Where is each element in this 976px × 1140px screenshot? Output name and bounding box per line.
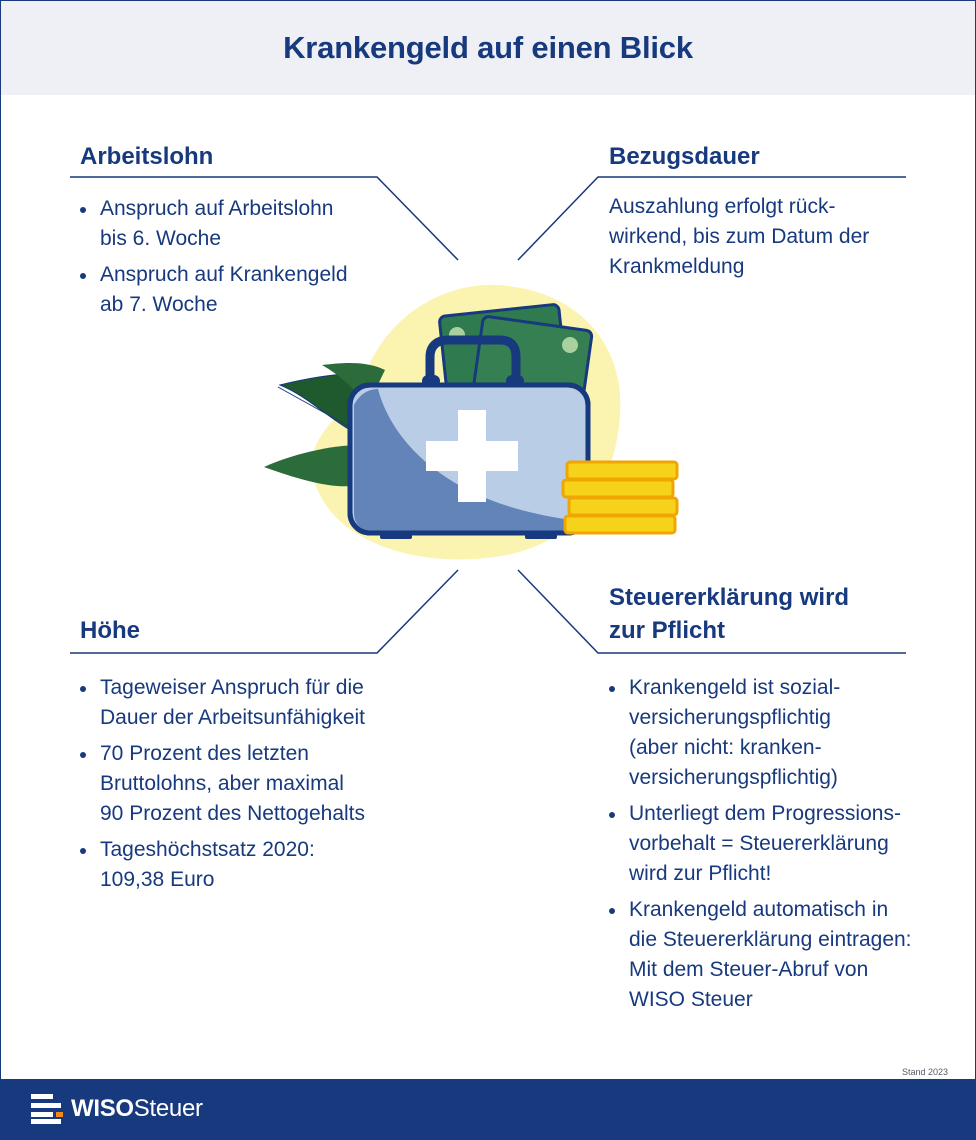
list-steuer [599,673,949,1021]
section-title-hoehe: Höhe [80,617,140,644]
first-aid-kit-icon [350,385,588,539]
list-hoehe [70,673,410,901]
wiso-steuer-logo[interactable] [31,1093,203,1125]
list-item: Krankengeld ist sozial- versicherungspflichtig (aber nicht: kranken- versicherungspflichtig) [599,673,949,793]
section-title-arbeitslohn: Arbeitslohn [80,143,214,170]
logo-text: WISOSteuer [71,1095,203,1122]
list-item: Anspruch auf Arbeitslohn bis 6. Woche [70,194,400,254]
list-item: 70 Prozent des letzten Bruttolohns, aber maximal 90 Prozent des Nettogehalts [70,739,410,829]
footer-bar [1,1079,975,1139]
list-item: Krankengeld automatisch in die Steuererklärung eintragen: Mit dem Steuer-Abruf von WISO Steuer [599,895,949,1015]
list-item: Anspruch auf Krankengeld ab 7. Woche [70,260,400,320]
coin-stack-icon [563,462,677,533]
list-item: Tageweiser Anspruch für die Dauer der Arbeitsunfähigkeit [70,673,410,733]
list-item: Tageshöchstsatz 2020: 109,38 Euro [70,835,410,895]
header-bar [1,1,975,95]
first-aid-kit-illustration [250,275,690,565]
page-title: Krankengeld auf einen Blick [283,30,693,65]
list-item: Unterliegt dem Progressions- vorbehalt = Steuererklärung wird zur Pflicht! [599,799,949,889]
text-bezugsdauer: Auszahlung erfolgt rück- wirkend, bis zum Datum der Krankmeldung [609,195,870,278]
wiso-logo-icon [31,1094,65,1124]
section-title-bezugsdauer: Bezugsdauer [609,143,760,170]
stand-note: Stand 2023 [901,1067,948,1077]
section-title-steuer: Steuererklärung wird zur Pflicht [609,584,850,644]
